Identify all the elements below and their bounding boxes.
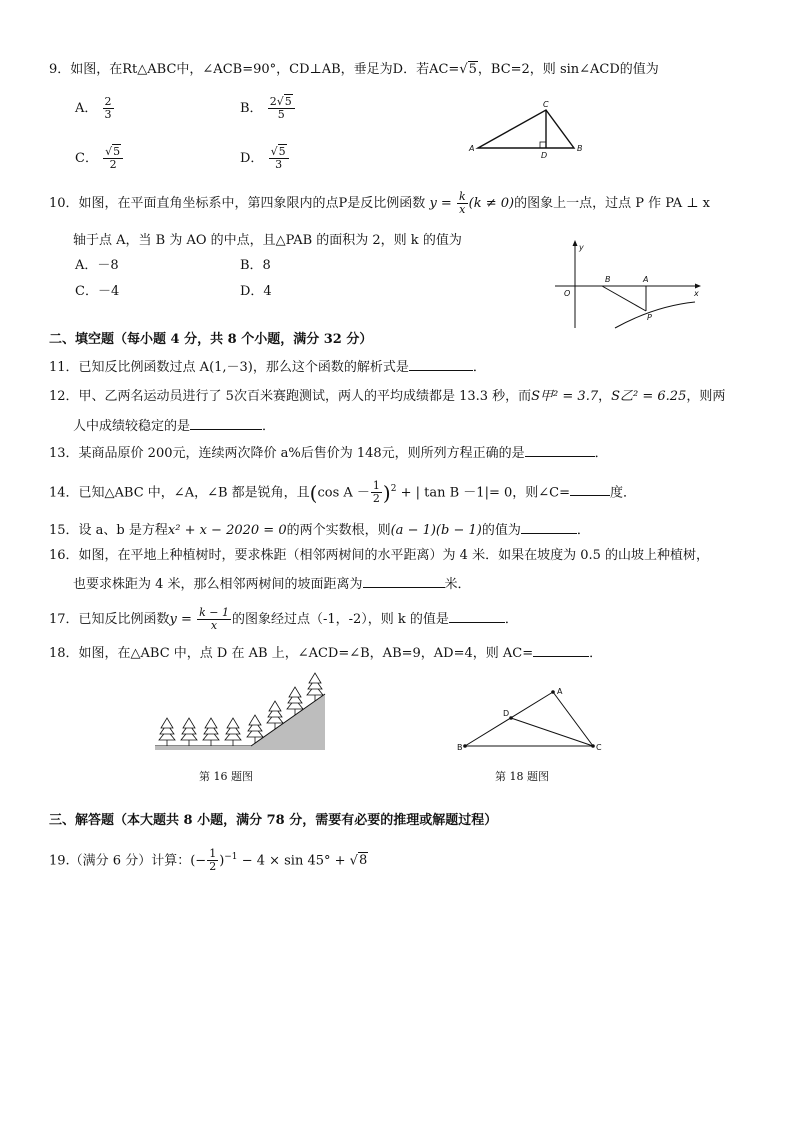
- q9-option-d: D． $\frac{√5}{3}$: [240, 146, 290, 171]
- svg-text:B: B: [457, 743, 463, 752]
- svg-text:C: C: [543, 100, 549, 109]
- tree-icon: [181, 718, 197, 746]
- tree-icon: [203, 718, 219, 746]
- svg-text:y: y: [579, 243, 584, 252]
- q10-option-c: C．－4: [75, 284, 120, 299]
- q16-trees-figure: [155, 670, 330, 752]
- q11: 11．已知反比例函数过点 A(1,－3)，那么这个函数的解析式是 ．: [49, 357, 486, 377]
- svg-text:x: x: [694, 289, 699, 298]
- q18-triangle-figure: [455, 686, 605, 752]
- q9-option-b: B． $\frac{2√5}{5}$: [240, 96, 296, 121]
- q10-option-d: D．4: [240, 284, 272, 299]
- q10-option-a: A．－8: [75, 258, 119, 273]
- tree-icon: [159, 718, 175, 746]
- q13: 13．某商品原价 200元，连续两次降价 a%后售价为 148元，则所列方程正确的是 ．: [49, 443, 608, 463]
- q10-line1: 10．如图，在平面直角坐标系中，第四象限内的点P是反比例函数 y = $\frac{k}{x}$ (k ≠ 0)的图象上一点，过点 P 作 PA ⊥ x: [49, 190, 710, 216]
- q12-line1: 12．甲、乙两名运动员进行了 5次百米赛跑测试，两人的平均成绩都是 13.3 秒，而S甲² = 3.7，S乙² = 6.25，则两: [49, 389, 726, 404]
- svg-text:O: O: [564, 289, 571, 298]
- q17: 17．已知反比例函数y = $\frac{k - 1}{x}$ 的图象经过点（-1，-2），则 k 的值是 ．: [49, 606, 518, 632]
- q12-line2: 人中成绩较稳定的是 ．: [73, 416, 275, 436]
- q16-line1: 16．如图，在平地上种植树时，要求株距（相邻两树间的水平距离）为 4 米．如果在坡度为 0.5 的山坡上种植树，: [49, 548, 710, 563]
- q9-option-c: C． $\frac{√5}{2}$: [75, 146, 124, 171]
- tree-icon: [225, 718, 241, 746]
- q18: 18．如图，在△ABC 中，点 D 在 AB 上，∠ACD=∠B，AB=9，AD=4，则 AC= ．: [49, 643, 602, 663]
- section-3-heading: 三、解答题（本大题共 8 小题，满分 78 分，需要有必要的推理或解题过程）: [49, 813, 498, 828]
- q15: 15．设 a、b 是方程x² + x − 2020 = 0的两个实数根，则(a − 1)(b − 1)的值为 ．: [49, 520, 590, 540]
- q10-option-b: B．8: [240, 258, 271, 273]
- q16-line2: 也要求株距为 4 米，那么相邻两树间的坡面距离为 米．: [73, 574, 471, 594]
- q18-figure-caption: 第 18 题图: [495, 770, 549, 783]
- q10-line2: 轴于点 A，当 B 为 AO 的中点，且△PAB 的面积为 2，则 k 的值为: [73, 233, 462, 248]
- svg-text:A: A: [643, 275, 649, 284]
- svg-text:A: A: [469, 144, 475, 153]
- q14: 14．已知△ABC 中，∠A，∠B 都是锐角，且(cos A － $\frac{1}{2}$ )$^2$ + | tan B －1|= 0，则∠C= 度．: [49, 479, 637, 506]
- svg-text:B: B: [605, 275, 611, 284]
- svg-text:D: D: [503, 709, 510, 718]
- q9-stem: 9．如图，在Rt△ABC中，∠ACB=90°，CD⊥AB，垂足为D．若AC=√5，BC=2，则 sin∠ACD的值为: [49, 62, 659, 77]
- section-2-heading: 二、填空题（每小题 4 分，共 8 个小题，满分 32 分）: [49, 332, 373, 347]
- q10-coordinate-figure: [555, 240, 705, 332]
- q16-figure-caption: 第 16 题图: [199, 770, 253, 783]
- svg-text:A: A: [557, 687, 563, 696]
- svg-text:D: D: [541, 151, 548, 160]
- q19: 19.（满分 6 分）计算：(− $\frac{1}{2}$ )$^{-1}$ − 4 × sin 45° + √8: [49, 847, 368, 874]
- q9-triangle-figure: [466, 100, 586, 160]
- q9-option-a: A． $\frac{2}{3}$: [75, 95, 112, 121]
- svg-text:P: P: [647, 313, 652, 322]
- svg-text:B: B: [577, 144, 583, 153]
- svg-text:C: C: [596, 743, 602, 752]
